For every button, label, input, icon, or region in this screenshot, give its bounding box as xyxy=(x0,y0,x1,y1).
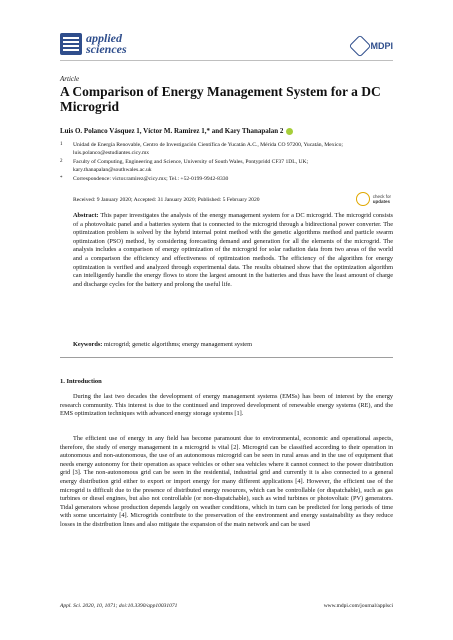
section-divider xyxy=(60,357,393,358)
authors-text: Luis O. Polanco Vásquez 1, Víctor M. Ramirez 1,* and Kary Thanapalan 2 xyxy=(60,127,284,135)
abstract xyxy=(73,212,393,289)
abstract-label: Abstract: xyxy=(73,212,99,219)
affiliation-mark: 2 xyxy=(60,159,63,164)
check-updates-line1: check for xyxy=(372,194,391,199)
orcid-icon[interactable] xyxy=(286,128,293,135)
keywords xyxy=(73,341,393,348)
publisher-name: MDPI xyxy=(370,41,393,51)
affiliation-mark: 1 xyxy=(60,142,63,147)
journal-name-line2: sciences xyxy=(86,42,127,56)
mdpi-hexagon-icon xyxy=(348,35,371,58)
journal-logo-icon xyxy=(60,33,82,55)
journal-logo xyxy=(60,33,127,55)
article-type: Article xyxy=(60,75,80,83)
affiliation-1 xyxy=(60,141,380,157)
footer-journal-url[interactable]: www.mdpi.com/journal/applsci xyxy=(323,603,393,609)
section-heading: 1. Introduction xyxy=(60,378,102,385)
affiliation-text: Faculty of Computing, Engineering and Science, University of South Wales, Pontypridd CF37 1DL, UK; kary.thanapalan@southwales.ac.uk xyxy=(73,159,309,173)
check-for-updates-badge[interactable] xyxy=(356,192,391,206)
keywords-label: Keywords: xyxy=(73,341,103,348)
publication-dates: Received: 9 January 2020; Accepted: 31 January 2020; Published: 5 February 2020 xyxy=(73,197,260,203)
authors xyxy=(60,127,293,135)
paragraph-2: The efficient use of energy in any field has become paramount due to environmental, economic and operational aspects, therefore, the study of energy management in a microgrid is vital [2]. Microgrid can be classified according to their operation in autonomous and non-autonomous, the use of an autonomous microgrid can be seen in rural areas and in the use of equipment that needs energy autonomy for their operation as space vehicles or other sea vehicles where it cannot connect to the power distribution grid [3]. The non-autonomous grid can be seen in the residential, industrial grid and currently it is also connected to a general energy distribution grid either to export or import energy for many different applications [4]. However, the efficient use of the microgrid is difficult due to the presence of distributed energy resources, which can be controllable (or dispatchable), such as gas turbines or diesel engines, but also not controllable (or non-dispatchable), such as wind turbines or photovoltaic (PV) generators. Tidal generators whose production depends largely on weather conditions, which in turn can be predicted for long periods of time with some uncertainty [4]. Microgrids contribute to the preservation of the environment and energy sustainability as they reduce losses in the distribution lines and also mitigate the expansion of the main network and can be used xyxy=(60,435,393,528)
footer-citation: Appl. Sci. 2020, 10, 1071; doi:10.3390/app10031071 xyxy=(60,603,178,609)
check-updates-line2: updates xyxy=(372,199,390,204)
header-divider xyxy=(60,60,393,61)
journal-name-line1: applied xyxy=(86,31,122,45)
publisher-logo xyxy=(352,38,394,54)
affiliation-text: Unidad de Energía Renovable, Centro de Investigación Científica de Yucatán A.C., Mérida CO 97200, Yucatán, Mexico; luis.polanco@estudiantes.cicy.mx xyxy=(73,142,343,156)
affiliation-mark: * xyxy=(60,176,63,181)
paragraph-1: During the last two decades the development of energy management systems (EMSs) has been of interest by the energy research community. This interest is due to the continued and improved development of renewable energy systems (RE), and the EMS optimization techniques with advanced energy storage systems [1]. xyxy=(60,393,393,418)
correspondence xyxy=(60,175,380,183)
affiliation-text: Correspondence: victor.ramirez@cicy.mx; Tel.: +52-0199-9942-8330 xyxy=(73,176,229,182)
abstract-text: This paper investigates the analysis of the energy management system for a DC microgrid. The microgrid consists of a photovoltaic panel and a batteries system that is connected to the microgrid through a bidirectional power converter. The optimization problem is solved by the hybrid internal point method with the genetic algorithms method and particle swarm optimization (PSO) method, by considering forecasting demand and generation for all the elements of the microgrid. The analysis includes a comparison of energy optimization of the microgrid for solar radiation data from two areas of the world and a comparison the efficiency and effectiveness of optimization methods. The efficiency of the algorithm for energy optimization is verified and analyzed through experimental data. The results obtained show that the optimization algorithm can intelligently handle the energy flows to store the largest amount in the batteries and thus have the least amount of charge and discharge cycles for the battery and prolong the useful life. xyxy=(73,212,393,288)
keywords-text: microgrid; genetic algorithms; energy management system xyxy=(103,341,252,348)
affiliation-2 xyxy=(60,158,380,174)
check-updates-icon xyxy=(356,192,370,206)
paper-title: A Comparison of Energy Management System for a DC Microgrid xyxy=(60,84,381,114)
